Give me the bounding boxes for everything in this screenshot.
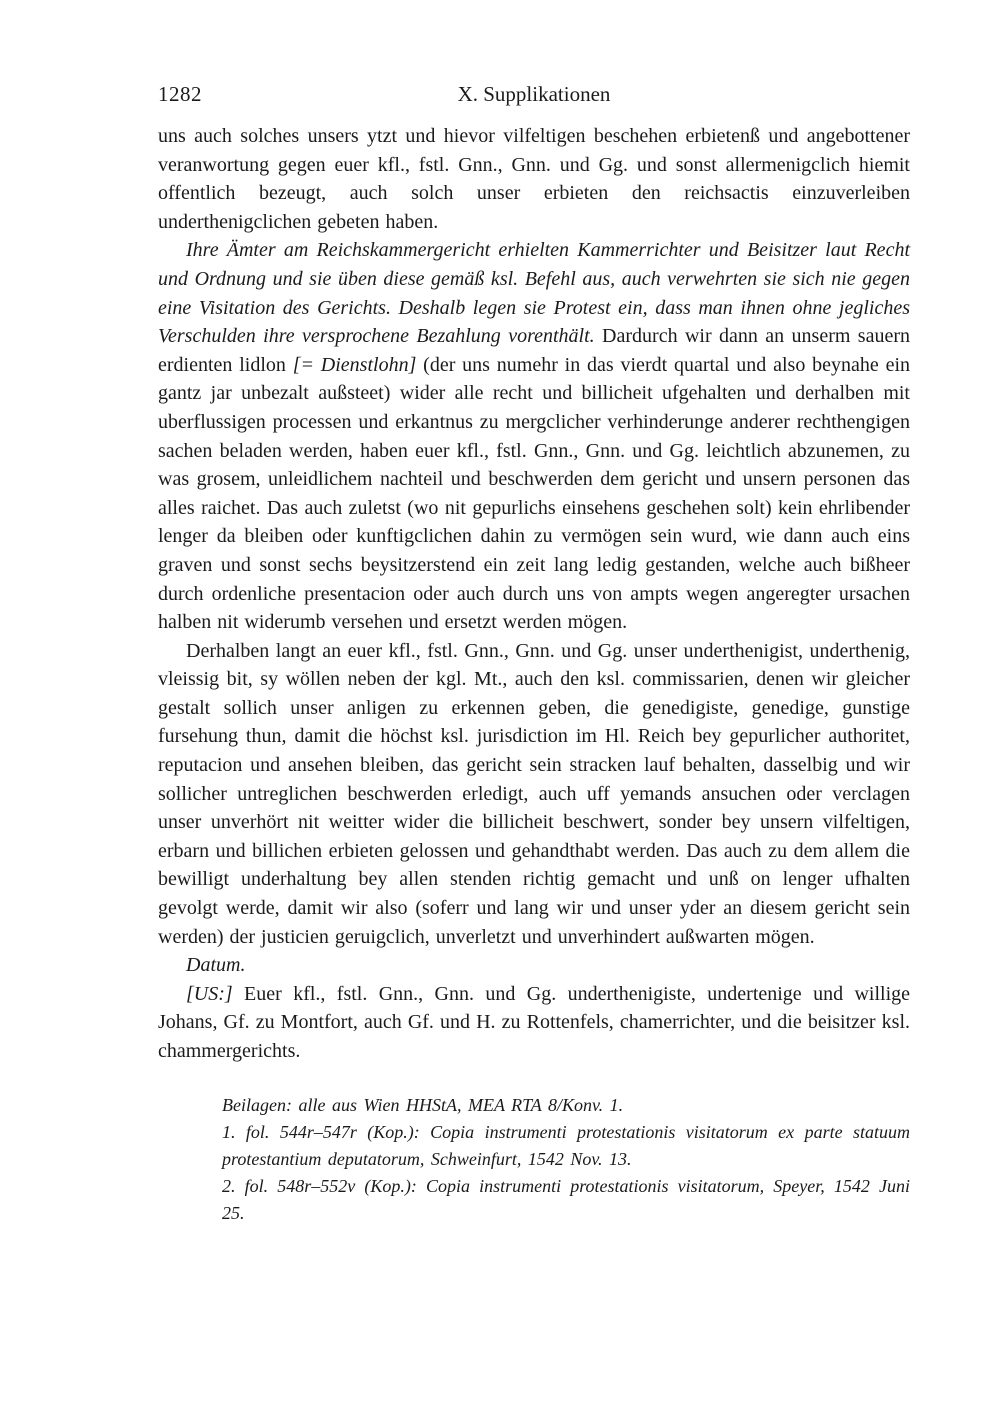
text-run: Euer kfl., fstl. Gnn., Gnn. und Gg. underthenigiste, undertenige und willige Johans, Gf. zu Montfort, auch Gf. und H. zu Rottenfels, chamerrichter, und die beisitzer ksl. chammergerichts. xyxy=(158,982,910,1062)
document-body xyxy=(158,122,910,1227)
text-run-italic: Ihre Ämter am Reichskammergericht erhielten Kammerrichter und Beisitzer laut Recht und Ordnung und sie üben diese gemäß ksl. Befehl aus, auch verwehrten sie sich nie gegen eine Visitation des Gerichts. Deshalb legen sie Protest ein, dass man ihnen ohne jegliches Verschulden ihre versprochene Bezahlung vorenthält. xyxy=(158,239,910,348)
text-run: Derhalben langt an euer kfl., fstl. Gnn., Gnn. und Gg. unser underthenigist, underthenig, vleissig bit, sy wöllen neben der kgl. Mt., auch den ksl. commissarien, denen wir gleicher gestalt sollich unser anligen zu erkennen geben, die genedigiste, genedige, gunstige fursehung thun, damit die höchst ksl. jurisdiction im Hl. Reich bey gepurlicher authoritet, reputacion und ansehen bleiben, das gericht sein stracken lauf behalten, dasselbig und wir sollicher untreglichen beschwerden erledigt, auch uff yemands ansuchen oder verclagen unser unverhört nit weitter wider die billicheit beschwert, sonder bey unsern vilfeltigen, erbarn und billichen erbieten gelossen und gehandthabt werden. Das auch zu dem allem die bewilligt underhaltung bey allen stenden richtig gemacht und unß on lenger ufhalten gevolgt werde, damit wir also (soferr und lang wir und unser yder an diesem gericht sein werden) der justicien geruigclich, unverletzt und unverhindert außwarten mögen. xyxy=(158,639,910,948)
paragraph-protest xyxy=(158,236,910,636)
attachment-heading: Beilagen: alle aus Wien HHStA, MEA RTA 8/Konv. 1. xyxy=(222,1094,624,1115)
text-run: Dardurch wir dann an unserm sauern erdienten lidlon xyxy=(158,325,910,376)
attachment-item-2: 2. fol. 548r–552v (Kop.): Copia instrumenti protestationis visitatorum, Speyer, 1542 Juni 25. xyxy=(222,1175,910,1223)
text-run-italic: [= Dienstlohn] xyxy=(292,353,417,376)
page-header xyxy=(158,82,910,108)
attachment-item-1: 1. fol. 544r–547r (Kop.): Copia instrumenti protestationis visitatorum ex parte statuum protestantium deputatorum, Schweinfurt, 1542 Nov. 13. xyxy=(222,1121,910,1169)
paragraph-petition xyxy=(158,637,910,952)
text-run-italic: Datum. xyxy=(186,954,246,977)
attachments-block xyxy=(222,1092,910,1227)
text-run-italic: [US:] xyxy=(186,982,233,1005)
page-number: 1282 xyxy=(158,82,202,106)
paragraph-continuation xyxy=(158,122,910,236)
text-run: (der uns numehr in das vierdt quartal und also beynahe ein gantz jar unbezalt außsteet) wider alle recht und billicheit ufgehalten und derhalben mit uberflussigen processen und erkantnus zu mergclicher verhinderunge anderer rechthengigen sachen beladen werden, haben euer kfl., fstl. Gnn., Gnn. und Gg. leichtlich abzunemen, zu was grosem, unleidlichem nachteil und beschwerden dem gericht und unsern personen das alles raichet. Das auch zuletst (wo nit gepurlichs einsehens geschehen solt) kein ehrlibender lenger da bleiben oder kunftigclichen dahin zu vermögen sein wurd, wie dann auch eins graven und sonst sechs beysitzerstend ein zeit lang ledig gestanden, welche auch bißheer durch ordenliche presentacion oder auch durch uns von ampts wegen angeregter ursachen halben nit widerumb versehen und ersetzt werden mögen. xyxy=(158,353,911,634)
paragraph-datum xyxy=(158,951,910,980)
text-run: uns auch solches unsers ytzt und hievor vilfeltigen beschehen erbietenß und angebottener veranwortung gegen euer kfl., fstl. Gnn., Gnn. und Gg. und sonst allermenigclich hiemit offentlich bezeugt, auch solch unser erbieten den reichsactis einzuverleiben underthenigclichen gebeten haben. xyxy=(158,125,910,233)
running-head: X. Supplikationen xyxy=(457,82,611,106)
paragraph-signature xyxy=(158,980,910,1066)
text-block xyxy=(158,82,910,1227)
